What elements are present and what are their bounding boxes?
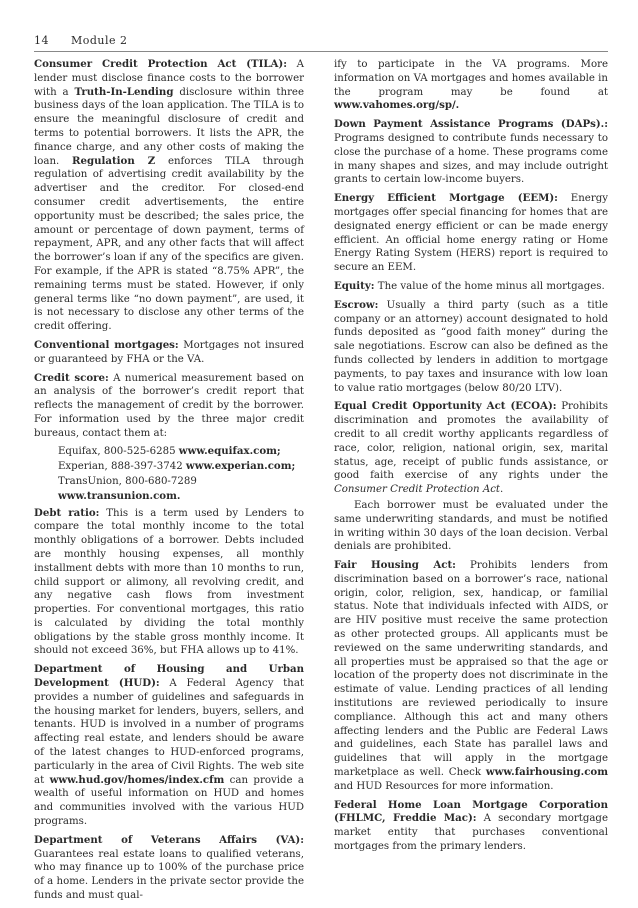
entry-text: .: [500, 484, 504, 496]
page-number: 14: [34, 34, 49, 47]
entry-text: Usually a third party (such as a title company or an attorney) account designated to hold funds deposited as “good faith money” during the sale negotiations. Escrow can also be defined as the funds collected by lenders in addition to mortgage payments, to pay taxes and insurance with low loan to value ratio mortgages (below 80/20 LTV).: [334, 299, 608, 394]
entry-text: disclosure within three business days of the loan application. The TILA is to ensure the meaningful disclosure of credit and terms to potential borrowers. It lists the APR, the finance charge, and any other costs of making the loan.: [34, 86, 304, 167]
term-credit-score: Credit score:: [34, 371, 109, 384]
bureau-experian: [58, 459, 304, 474]
va-link[interactable]: www.vahomes.org/sp/.: [334, 99, 460, 112]
header-rule: [34, 51, 608, 52]
entry-escrow: [334, 299, 608, 396]
entry-debt-ratio: [34, 507, 304, 659]
entry-va-continued: [334, 58, 608, 113]
entry-text: A secondary mortgage market entity that purchases conventional mortgages from the primary lenders.: [334, 813, 608, 853]
term-fair-housing: Fair Housing Act:: [334, 559, 456, 572]
entry-text: Mortgages not insured or guaranteed by FHA or the VA.: [34, 339, 305, 365]
entry-text: ify to participate in the VA programs. More information on VA mortgages and homes available in the program may be found at: [334, 59, 608, 98]
bureau-link[interactable]: www.experian.com;: [185, 459, 296, 472]
left-column: [34, 58, 304, 908]
term-eem: Energy Efficient Mortgage (EEM):: [334, 192, 558, 205]
entry-text: A numerical measurement based on an analysis of the borrower’s credit report that reflects the management of credit by the borrower. For information used by the three major credit bureaus, contact them at:: [34, 372, 305, 439]
bold-term: Regulation Z: [72, 154, 156, 167]
entry-conventional: [34, 339, 304, 367]
right-column: [334, 58, 608, 859]
fairhousing-link[interactable]: www.fairhousing.com: [485, 766, 608, 779]
bureau-phone: TransUnion, 800-680-7289: [58, 475, 197, 487]
entry-text: A lender must disclose finance costs to the borrower with a: [34, 59, 304, 98]
entry-text: Prohibits lenders from discrimination based on a borrower’s race, national origin, color, religion, sex, handicap, or familial status. Note that individuals infected with AIDS, or are HIV positive must receive the same protection as other protected groups. All applicants must be reviewed on the same underwriting standards, and all properties must be appraised so that the age or location of the property does not discriminate in the estimate of value. Lending practices of all lending institutions are reviewed periodically to insure compliance. Although this act and many others affecting lenders and the Public are Federal Laws and guidelines, each State has parallel laws and guidelines that will apply in the mortgage marketplace as well. Check: [334, 560, 608, 779]
entry-text: enforces TILA through regulation of advertising credit availability by the advertiser and the creditor. For closed-end consumer credit advertisements, the entire opportunity must be described; the sales price, the amount or percentage of down payment, terms of repayment, APR, and any other facts that will affect the borrower’s loan if any of the specifics are given. For example, if the APR is stated “8.75% APR”, the remaining terms must be stated. However, if only general terms like “no down payment”, are used, it is not necessary to disclose any other terms of the credit offering.: [34, 155, 304, 333]
entry-text: Energy mortgages offer special financing for homes that are designated energy efficient or can be made energy efficient. An official home energy rating or Home Energy Rating System (HERS) report is required to secure an EEM.: [334, 193, 608, 274]
entry-text: can provide a wealth of useful information on HUD and homes and communities involved with the various HUD programs.: [34, 774, 305, 828]
entry-credit-score: [34, 372, 304, 441]
term-conventional: Conventional mortgages:: [34, 338, 179, 351]
entry-text: Guarantees real estate loans to qualified veterans, who may finance up to 100% of the purchase price of a home. Lenders in the private sector provide the funds and must qual-: [34, 848, 304, 902]
entry-fair-housing: [334, 559, 608, 794]
entry-eem: [334, 192, 608, 275]
term-freddie-mac: Federal Home Loan Mortgage Corporation (FHLMC, Freddie Mac):: [334, 798, 608, 825]
term-hud: Department of Housing and Urban Development (HUD):: [34, 663, 304, 690]
term-va: Department of Veterans Affairs (VA):: [34, 833, 304, 846]
term-debt-ratio: Debt ratio:: [34, 506, 100, 519]
term-escrow: Escrow:: [334, 298, 379, 311]
entry-text: and HUD Resources for more information.: [334, 780, 554, 792]
bureau-phone: Experian, 888-397-3742: [58, 460, 186, 472]
term-equity: Equity:: [334, 279, 375, 292]
bureau-link[interactable]: www.equifax.com;: [178, 444, 281, 457]
entry-equity: [334, 280, 608, 294]
entry-ecoa-para2: Each borrower must be evaluated under the same underwriting standards, and must be notified in writing within 30 days of the loan decision. Verbal denials are prohibited.: [334, 499, 608, 553]
term-ecoa: Equal Credit Opportunity Act (ECOA):: [334, 400, 557, 413]
entry-text: A Federal Agency that provides a number of guidelines and safeguards in the housing market for lenders, buyers, sellers, and tenants. HUD is involved in a number of programs affecting real estate, and lenders should be aware of the latest changes to HUD-enforced programs, particularly in the area of Civil Rights. The web site at: [34, 678, 305, 786]
entry-text: This is a term used by Lenders to compare the total monthly income to the total monthly obligations of a borrower. Debts included are monthly housing expenses, all monthly installment debts with more than 10 months to run, child support or alimony, all revolving credit, and any negative cash flows from investment properties. For conventional mortgages, this ratio is calculated by dividing the total monthly obligations by the stable gross monthly income. It should not exceed 36%, but FHA allows up to 41%.: [34, 507, 304, 657]
entry-ecoa: [334, 400, 608, 497]
module-label: Module 2: [71, 34, 128, 47]
term-tila: Consumer Credit Protection Act (TILA):: [34, 58, 288, 70]
entry-text: Programs designed to contribute funds necessary to close the purchase of a home. These programs come in many shapes and sizes, and may include outright grants to certain low-income buyers.: [334, 132, 608, 186]
bureau-phone: Equifax, 800-525-6285: [58, 445, 179, 457]
entry-text: The value of the home minus all mortgages.: [374, 280, 605, 292]
term-daps: Down Payment Assistance Programs (DAPs).:: [334, 118, 608, 131]
bold-term: Truth-In-Lending: [74, 85, 174, 98]
entry-tila: [34, 58, 304, 334]
bureau-link[interactable]: www.transunion.com.: [58, 489, 181, 502]
hud-link[interactable]: www.hud.gov/homes/index.cfm: [49, 773, 225, 786]
entry-hud: [34, 663, 304, 829]
bureau-transunion: [58, 474, 304, 504]
entry-daps: [334, 118, 608, 187]
entry-freddie-mac: [334, 799, 608, 854]
running-header: [34, 34, 128, 47]
credit-bureau-list: [58, 444, 304, 504]
entry-text: Prohibits discrimination and promotes the availability of credit to all credit worthy applicants regardless of race, color, religion, national origin, sex, marital status, age, receipt of public funds assistance, or good faith exercise of any rights under the: [334, 401, 608, 482]
entry-va: [34, 834, 304, 903]
act-title: Consumer Credit Protection Act: [334, 484, 501, 496]
bureau-equifax: [58, 444, 304, 459]
